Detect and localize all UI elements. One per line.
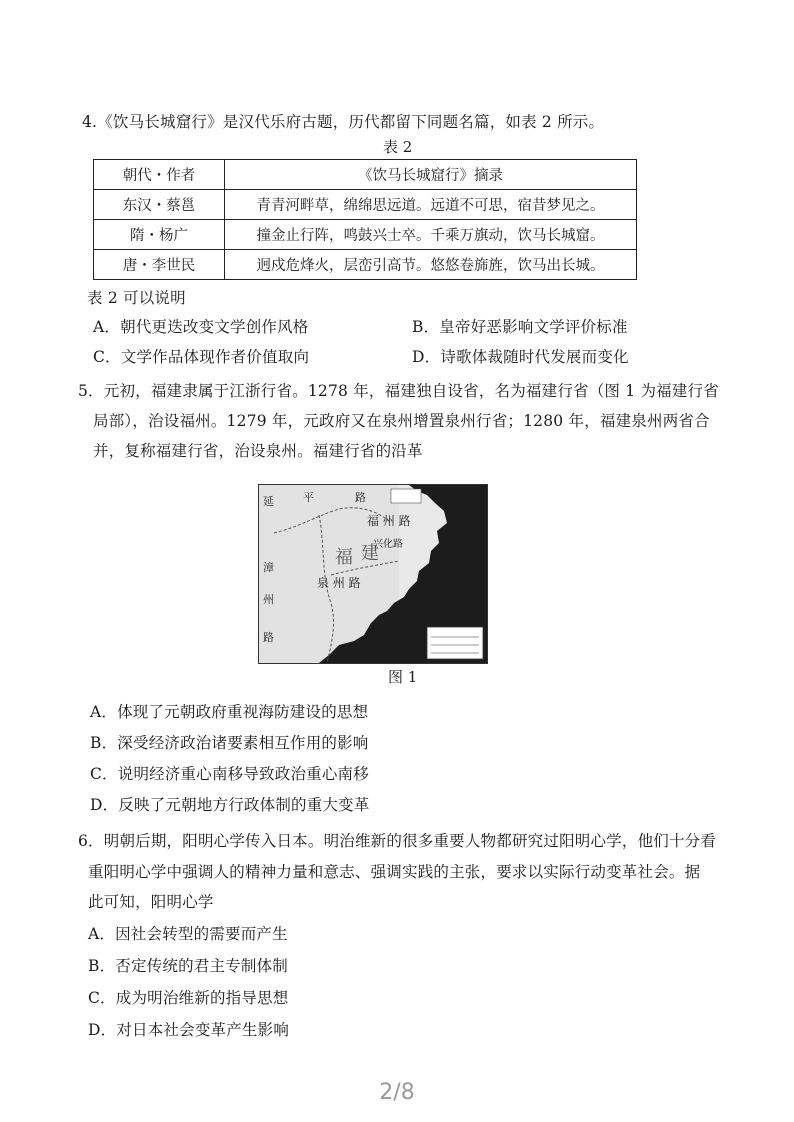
map-label-fu: 福 xyxy=(335,547,353,568)
table-header-row xyxy=(94,160,637,190)
map-caption: 图 1 xyxy=(388,668,418,686)
table-cell-author: 东汉・蔡邕 xyxy=(94,190,225,220)
q6-option-b: B．否定传统的君主专制体制 xyxy=(88,957,288,975)
page-number: 2/8 xyxy=(379,1080,415,1105)
q4-option-d: D．诗歌体裁随时代发展而变化 xyxy=(412,348,629,366)
map-label-lu: 路 xyxy=(355,491,366,504)
q5-option-c: C．说明经济重心南移导致政治重心南移 xyxy=(90,765,369,783)
q5-option-a: A．体现了元朝政府重视海防建设的思想 xyxy=(90,703,369,721)
table-header-excerpt: 《饮马长城窟行》摘录 xyxy=(225,160,637,190)
table-cell-excerpt: 撞金止行阵，鸣鼓兴士卒。千乘万旗动，饮马长城窟。 xyxy=(225,220,637,250)
q5-stem-line2: 局部），治设福州。1279 年，元政府又在泉州增置泉州行省；1280 年，福建泉州两省合 xyxy=(93,412,710,430)
map-label-zhou: 州 xyxy=(263,593,274,606)
table-row xyxy=(94,220,637,250)
table-header-author: 朝代・作者 xyxy=(94,160,225,190)
q4-option-b: B．皇帝好恶影响文学评价标准 xyxy=(412,318,628,336)
q6-stem-line3: 此可知，阳明心学 xyxy=(88,893,214,911)
table-cell-author: 唐・李世民 xyxy=(94,250,225,280)
q6-option-d: D．对日本社会变革产生影响 xyxy=(88,1021,290,1039)
map-label-ping: 平 xyxy=(303,491,314,504)
table-cell-excerpt: 青青河畔草，绵绵思远道。远道不可思，宿昔梦见之。 xyxy=(225,190,637,220)
map-label-fuzhou: 福 州 路 xyxy=(367,514,411,528)
table-row xyxy=(94,190,637,220)
q6-stem-line2: 重阳明心学中强调人的精神力量和意志、强调实践的主张，要求以实际行动变革社会。据 xyxy=(88,863,701,881)
table-row xyxy=(94,250,637,280)
q5-option-b: B．深受经济政治诸要素相互作用的影响 xyxy=(90,734,369,752)
fujian-map xyxy=(258,484,488,664)
map-label-yan: 延 xyxy=(263,495,274,508)
map-label-jian: 建 xyxy=(361,543,379,564)
map-label-xinghua: 兴化路 xyxy=(373,539,403,550)
q5-option-d: D．反映了元朝地方行政体制的重大变革 xyxy=(90,796,370,814)
table-2 xyxy=(93,159,637,280)
q5-stem-line3: 并，复称福建行省，治设泉州。福建行省的沿革 xyxy=(93,442,423,460)
q5-stem-line1: 5．元初，福建隶属于江浙行省。1278 年，福建独自设省，名为福建行省（图 1 为福建行省 xyxy=(78,382,719,400)
table-cell-excerpt: 迥戍危烽火，层峦引高节。悠悠卷旆旌，饮马出长城。 xyxy=(225,250,637,280)
q4-stem: 4.《饮马长城窟行》是汉代乐府古题，历代都留下同题名篇，如表 2 所示。 xyxy=(82,113,605,131)
q6-option-a: A．因社会转型的需要而产生 xyxy=(88,925,288,943)
map-label-lu2: 路 xyxy=(263,631,274,644)
q4-prompt: 表 2 可以说明 xyxy=(87,289,186,307)
q6-stem-line1: 6．明朝后期，阳明心学传入日本。明治维新的很多重要人物都研究过阳明心学，他们十分看 xyxy=(78,832,717,850)
q4-option-c: C．文学作品体现作者价值取向 xyxy=(93,348,310,366)
table-caption: 表 2 xyxy=(383,138,413,156)
q4-option-a: A．朝代更迭改变文学创作风格 xyxy=(93,318,309,336)
map-label-quanzhou: 泉 州 路 xyxy=(317,576,361,590)
map-label-zhang: 漳 xyxy=(263,561,274,574)
table-cell-author: 隋・杨广 xyxy=(94,220,225,250)
q6-option-c: C．成为明治维新的指导思想 xyxy=(88,989,289,1007)
map-graphic xyxy=(259,485,487,663)
